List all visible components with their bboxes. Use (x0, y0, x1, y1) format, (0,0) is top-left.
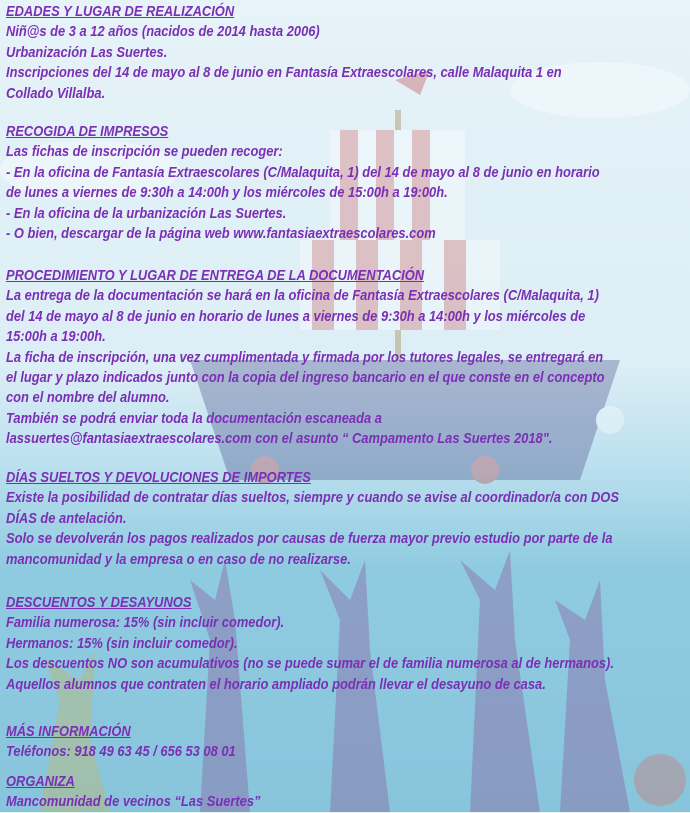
section-text-line: - En la oficina de la urbanización Las Suertes. (6, 204, 287, 222)
section (6, 593, 614, 695)
section-text-line: Aquellos alumnos que contraten el horario ampliado podrán llevar el desayuno de casa. (6, 675, 546, 693)
section-heading: EDADES Y LUGAR DE REALIZACIÓN (6, 3, 235, 20)
section (6, 468, 619, 570)
section-text-line: Teléfonos: 918 49 63 45 / 656 53 08 01 (6, 743, 236, 761)
section-text-line: - O bien, descargar de la página web www.fantasiaextraescolares.com (6, 224, 436, 242)
section-text-line: del 14 de mayo al 8 de junio en horario de lunes a viernes de 9:30h a 14:00h y los miércoles de (6, 307, 586, 325)
section-text-line: La entrega de la documentación se hará en la oficina de Fantasía Extraescolares (C/Malaquita, 1) (6, 287, 599, 305)
section-heading: DESCUENTOS Y DESAYUNOS (6, 594, 192, 611)
section-heading: DÍAS SUELTOS Y DEVOLUCIONES DE IMPORTES (6, 469, 311, 486)
section-text-line: Familia numerosa: 15% (sin incluir comedor). (6, 614, 285, 632)
section-text-line: Existe la posibilidad de contratar días sueltos, siempre y cuando se avise al coordinador/a con DOS (6, 489, 619, 507)
section-text-line: Collado Villalba. (6, 84, 106, 102)
section-text-line: Mancomunidad de vecinos “Las Suertes” (6, 793, 261, 811)
section-heading: PROCEDIMIENTO Y LUGAR DE ENTREGA DE LA DOCUMENTACIÓN (6, 267, 425, 284)
section-heading: RECOGIDA DE IMPRESOS (6, 123, 169, 140)
section-text-line: La ficha de inscripción, una vez cumplimentada y firmada por los tutores legales, se entregará en (6, 348, 604, 366)
section-text-line: con el nombre del alumno. (6, 389, 170, 407)
section-text-line: Las fichas de inscripción se pueden recoger: (6, 143, 283, 161)
section-text-line: Inscripciones del 14 de mayo al 8 de junio en Fantasía Extraescolares, calle Malaquita 1 en (6, 64, 562, 82)
section (6, 266, 605, 450)
section-text-line: Los descuentos NO son acumulativos (no se puede sumar el de familia numerosa al de hermanos). (6, 655, 614, 673)
section (6, 723, 236, 764)
section-text-line: 15:00h a 19:00h. (6, 328, 106, 346)
section (6, 772, 260, 813)
section-text-line: Niñ@s de 3 a 12 años (nacidos de 2014 hasta 2006) (6, 23, 320, 41)
section-text-line: el lugar y plazo indicados junto con la copia del ingreso bancario en el que conste en el concepto (6, 368, 605, 386)
section-text-line: de lunes a viernes de 9:30h a 14:00h y los miércoles de 15:00h a 19:00h. (6, 184, 448, 202)
section-heading: ORGANIZA (6, 773, 75, 790)
section-text-line: mancomunidad y la empresa o en caso de no realizarse. (6, 550, 351, 568)
section-text-line: Solo se devolverán los pagos realizados por causas de fuerza mayor previo estudio por parte de la (6, 530, 613, 548)
section-text-line: Hermanos: 15% (sin incluir comedor). (6, 634, 238, 652)
section (6, 2, 562, 104)
section-text-line: Urbanización Las Suertes. (6, 43, 168, 61)
section-text-line: También se podrá enviar toda la documentación escaneada a (6, 409, 382, 427)
section-text-line: DÍAS de antelación. (6, 509, 127, 527)
section (6, 122, 600, 244)
section-text-line: - En la oficina de Fantasía Extraescolares (C/Malaquita, 1) del 14 de mayo al 8 de junio en horario (6, 163, 600, 181)
section-text-line: lassuertes@fantasiaextraescolares.com con el asunto “ Campamento Las Suertes 2018". (6, 430, 553, 448)
section-heading: MÁS INFORMACIÓN (6, 723, 131, 740)
